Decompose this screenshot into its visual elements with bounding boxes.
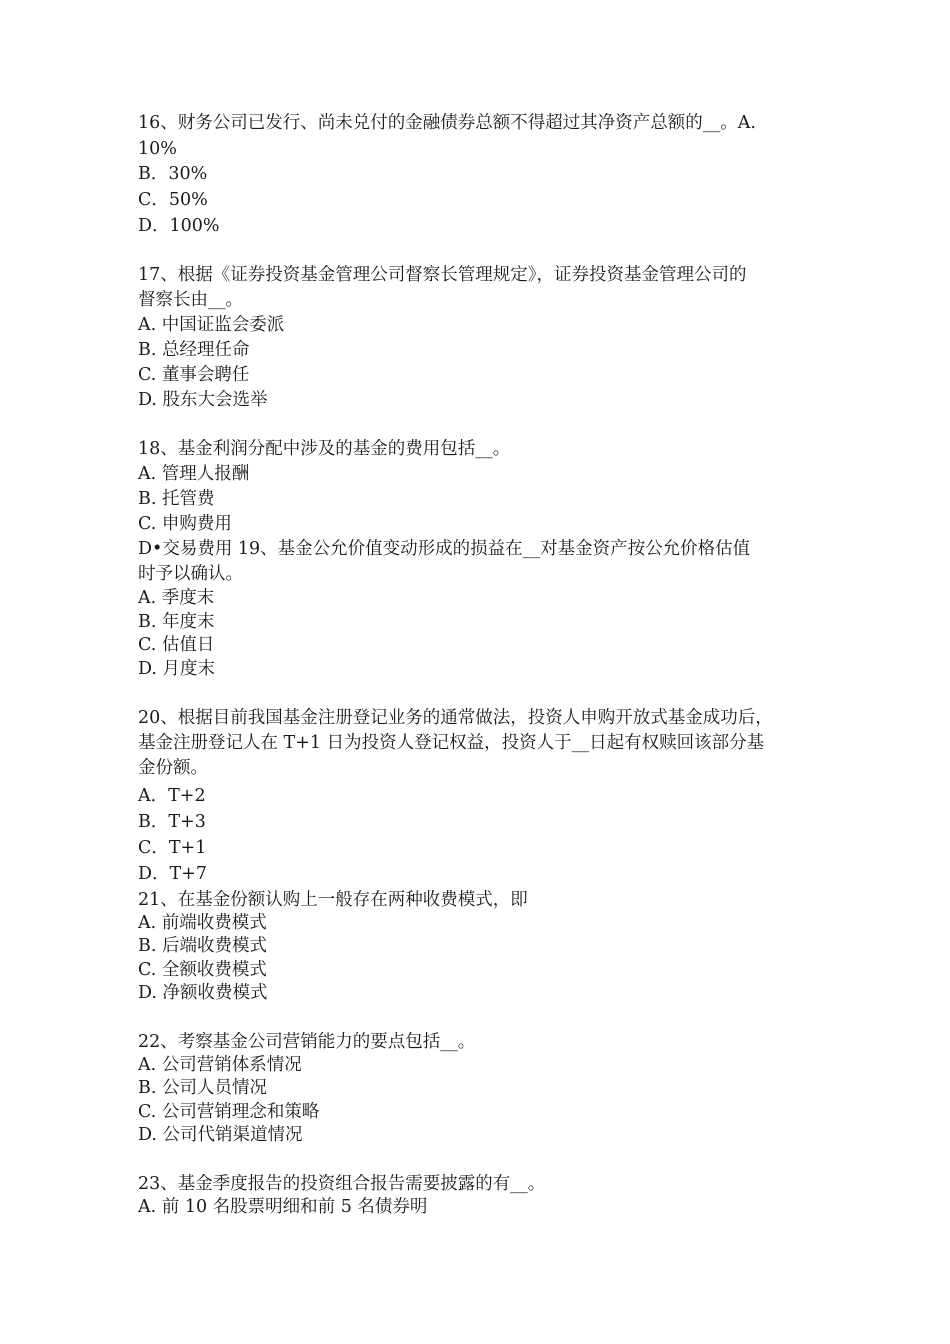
question-20-option-b: B．T+3: [138, 812, 206, 832]
question-22-stem: 22、考察基金公司营销能力的要点包括__。: [138, 1032, 476, 1052]
question-22-option-d: D. 公司代销渠道情况: [138, 1125, 303, 1145]
question-23-option-a: A. 前 10 名股票明细和前 5 名债券明: [138, 1197, 428, 1217]
question-18-option-b: B. 托管费: [138, 489, 215, 509]
question-19-option-a: A. 季度末: [138, 588, 215, 608]
question-19-option-d: D. 月度末: [138, 659, 216, 679]
question-22-option-b: B. 公司人员情况: [138, 1078, 267, 1098]
question-22-option-c: C. 公司营销理念和策略: [138, 1102, 320, 1122]
question-17-option-b: B. 总经理任命: [138, 340, 250, 360]
question-18-stem: 18、基金利润分配中涉及的基金的费用包括__。: [138, 439, 511, 459]
question-17-stem-line-1: 17、根据《证券投资基金管理公司督察长管理规定》，证券投资基金管理公司的: [138, 265, 747, 285]
question-19-stem-line-2: 时予以确认。: [138, 564, 243, 584]
question-19-option-c: C. 估值日: [138, 635, 215, 655]
question-16-option-a-value: 10%: [138, 139, 177, 159]
question-20-stem-line-3: 金份额。: [138, 758, 208, 778]
question-20-option-a: A．T+2: [138, 786, 206, 806]
question-17-option-a: A. 中国证监会委派: [138, 315, 285, 335]
question-21-option-a: A. 前端收费模式: [138, 913, 267, 933]
question-20-stem-line-2: 基金注册登记人在 T+1 日为投资人登记权益，投资人于__日起有权赎回该部分基: [138, 733, 765, 753]
question-18-option-c: C. 申购费用: [138, 514, 232, 534]
question-22-option-a: A. 公司营销体系情况: [138, 1055, 302, 1075]
question-21-option-c: C. 全额收费模式: [138, 960, 267, 980]
question-20-stem-line-1: 20、根据目前我国基金注册登记业务的通常做法，投资人申购开放式基金成功后，: [138, 708, 773, 728]
question-16-stem-line-1: 16、财务公司已发行、尚未兑付的金融债券总额不得超过其净资产总额的__。A.: [138, 113, 756, 133]
question-21-option-b: B. 后端收费模式: [138, 936, 267, 956]
question-17-option-c: C. 董事会聘任: [138, 365, 250, 385]
question-16-option-c: C．50%: [138, 190, 208, 210]
question-23-stem: 23、基金季度报告的投资组合报告需要披露的有__。: [138, 1174, 546, 1194]
question-18-option-a: A. 管理人报酬: [138, 464, 250, 484]
question-21-option-d: D. 净额收费模式: [138, 983, 268, 1003]
question-19-option-b: B. 年度末: [138, 612, 215, 632]
question-20-option-c: C．T+1: [138, 838, 207, 858]
question-16-option-b: B．30%: [138, 164, 208, 184]
question-18-option-d-and-19-stem: D•交易费用 19、基金公允价值变动形成的损益在__对基金资产按公允价格估值: [138, 539, 751, 559]
question-16-option-d: D．100%: [138, 216, 220, 236]
question-21-stem: 21、在基金份额认购上一般存在两种收费模式，即: [138, 890, 528, 910]
question-17-stem-line-2: 督察长由__。: [138, 290, 243, 310]
question-20-option-d: D．T+7: [138, 864, 208, 884]
question-17-option-d: D. 股东大会选举: [138, 390, 268, 410]
